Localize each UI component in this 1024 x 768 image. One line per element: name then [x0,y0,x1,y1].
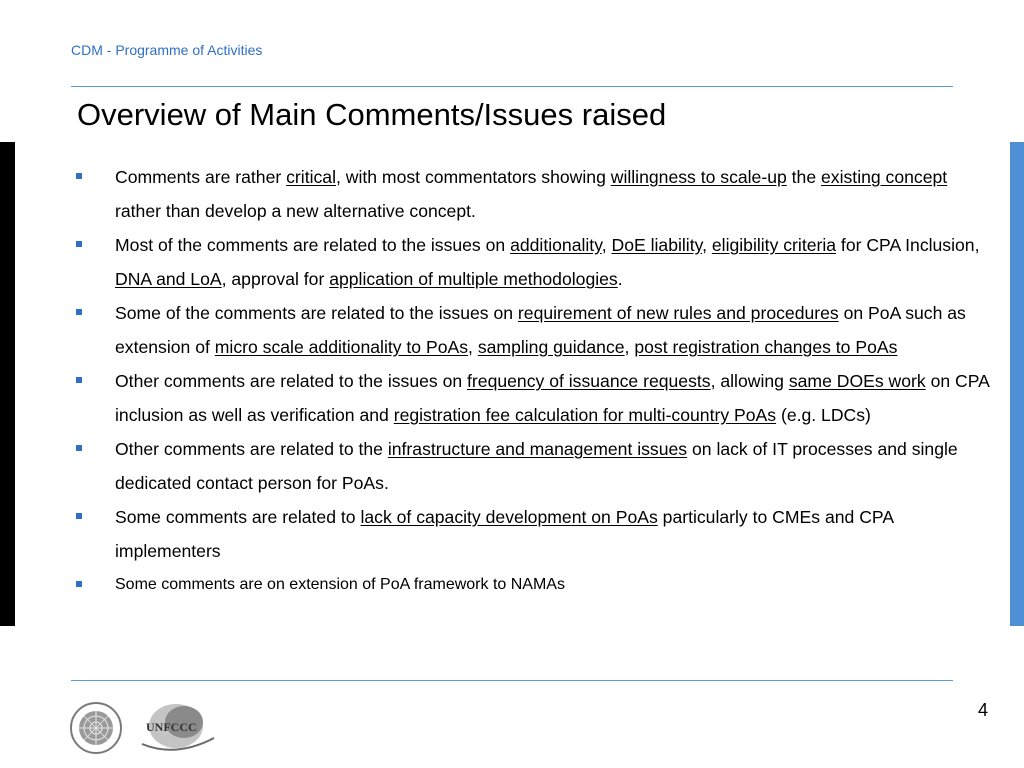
underlined-term: willingness to scale-up [610,167,787,187]
bullet-item [76,568,998,602]
header-divider [71,86,953,87]
underlined-term: post registration changes to PoAs [634,337,898,357]
square-bullet-icon [76,241,82,247]
presentation-header: CDM - Programme of Activities [71,42,263,58]
underlined-term: requirement of new rules and procedures [517,303,839,323]
bullet-text [115,167,947,221]
underlined-term: lack of capacity development on PoAs [360,507,658,527]
bullet-text [115,235,979,289]
text-segment: for CPA Inclusion, [836,235,980,255]
square-bullet-icon [76,581,82,587]
footer-logos [68,700,218,756]
bullet-item [76,296,998,364]
bullet-item [76,160,998,228]
underlined-term: additionality [510,235,602,255]
bullet-item [76,500,998,568]
text-segment: rather than develop a new alternative concept. [115,201,476,221]
bullet-text [115,439,958,493]
text-segment: on CPA inclusion as well as verification and [115,371,989,425]
text-segment: (e.g. LDCs) [776,405,871,425]
underlined-term: same DOEs work [788,371,926,391]
bullet-text [115,303,966,357]
text-segment: . [617,269,623,289]
text-segment: Some of the comments are related to the issues on [115,303,518,323]
text-segment: on lack of IT processes and single dedicated contact person for PoAs. [115,439,958,493]
text-segment: Other comments are related to the issues on [115,371,468,391]
unfccc-logo [142,704,214,750]
right-decorative-bar [1010,142,1024,626]
page-number: 4 [978,700,989,720]
underlined-term: application of multiple methodologies [329,269,618,289]
text-segment: , allowing [710,371,789,391]
text-segment: Some comments are on extension of PoA framework to NAMAs [115,576,565,593]
un-emblem-icon [71,703,121,753]
underlined-term: sampling guidance [477,337,625,357]
underlined-term: frequency of issuance requests [467,371,711,391]
square-bullet-icon [76,309,82,315]
square-bullet-icon [76,377,82,383]
text-segment: Comments are rather [115,167,287,187]
text-segment: , approval for [221,269,330,289]
unfccc-wordmark: UNFCCC [146,720,197,734]
bullet-text [115,507,893,561]
text-segment: , with most commentators showing [335,167,611,187]
underlined-term: registration fee calculation for multi-country PoAs [393,405,777,425]
underlined-term: DNA and LoA [115,269,222,289]
underlined-term: eligibility criteria [711,235,837,255]
text-segment: Other comments are related to the [115,439,388,459]
bullet-text [115,371,989,425]
square-bullet-icon [76,513,82,519]
bullet-list [76,160,998,602]
underlined-term: micro scale additionality to PoAs [214,337,469,357]
text-segment: Most of the comments are related to the issues on [115,235,511,255]
text-segment: , [702,235,712,255]
text-segment: particularly to CMEs and CPA implementers [115,507,894,561]
text-segment: , [601,235,612,255]
square-bullet-icon [76,445,82,451]
underlined-term: existing concept [821,167,948,187]
slide-title: Overview of Main Comments/Issues raised [77,97,667,132]
underlined-term: critical [286,167,336,187]
bullet-item [76,228,998,296]
left-decorative-bar [0,142,15,626]
bullet-text [115,576,565,593]
text-segment: , [468,337,478,357]
square-bullet-icon [76,173,82,179]
underlined-term: DoE liability [611,235,703,255]
text-segment: on PoA such as extension of [115,303,966,357]
text-segment: the [786,167,822,187]
text-segment: Some comments are related to [115,507,361,527]
footer-divider [71,680,953,681]
bullet-item [76,432,998,500]
underlined-term: infrastructure and management issues [387,439,688,459]
text-segment: , [624,337,635,357]
bullet-item [76,364,998,432]
